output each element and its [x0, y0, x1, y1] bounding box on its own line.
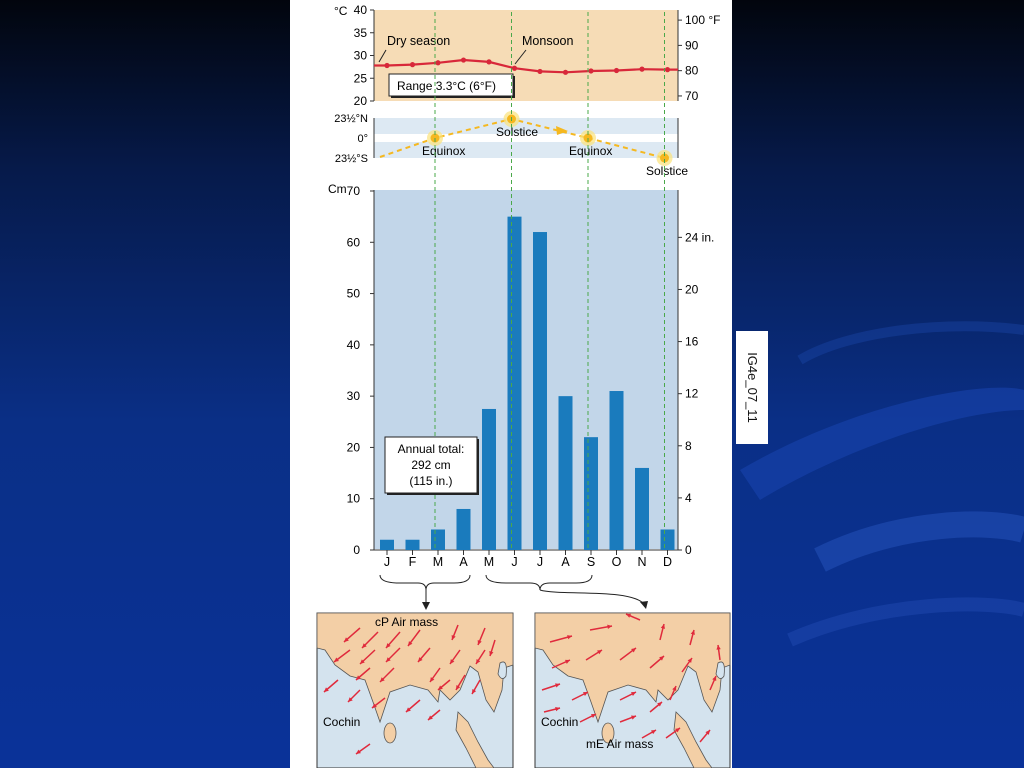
lat-south-label: 23½°S: [334, 153, 368, 165]
precip-tick-label-left: 0: [353, 543, 360, 557]
solstice-label-2: Solstice: [646, 164, 689, 178]
month-label-10: N: [637, 555, 647, 569]
bar-J-6: [533, 232, 547, 550]
month-label-0: J: [383, 555, 391, 569]
temp-point-S: [588, 68, 593, 73]
bar-S-8: [584, 437, 598, 550]
temp-ylabel-left: °C: [334, 4, 348, 18]
wet-arrow-head: [640, 601, 648, 609]
me-air-mass-label: mE Air mass: [586, 737, 654, 751]
dry-arrow-head: [422, 602, 430, 610]
temp-point-A: [563, 70, 568, 75]
range-label: Range 3.3°C (6°F): [397, 79, 496, 93]
precip-tick-label-left: 40: [346, 337, 360, 352]
precip-tick-label-left: 70: [346, 184, 360, 198]
wet-arrow-line: [540, 590, 644, 604]
temp-point-F: [410, 62, 415, 67]
precip-tick-label-right: 0: [685, 543, 692, 557]
temp-tick-label-right: 80: [685, 63, 699, 78]
bar-D-11: [661, 529, 675, 550]
bar-M-4: [482, 409, 496, 550]
temp-tick-label-left: 25: [353, 71, 367, 86]
annual-total-line3: (115 in.): [409, 474, 453, 488]
annual-total-line2: 292 cm: [411, 458, 451, 472]
bar-J-5: [508, 217, 522, 550]
temp-point-N: [639, 67, 644, 72]
temp-point-O: [614, 68, 619, 73]
monsoon-label: Monsoon: [522, 34, 574, 48]
month-label-11: D: [662, 555, 673, 569]
bar-N-10: [635, 468, 649, 550]
temp-point-J: [512, 66, 517, 71]
temp-point-J: [537, 69, 542, 74]
bar-A-3: [457, 509, 471, 550]
bar-F-1: [406, 540, 420, 550]
temp-tick-label-left: 40: [353, 3, 367, 17]
cochin-label-1: Cochin: [323, 715, 361, 729]
temp-tick-label-left: 30: [353, 48, 367, 63]
temp-tick-label-left: 20: [353, 94, 367, 108]
precip-tick-label-left: 20: [346, 440, 360, 455]
figure-id-text: IG4e_07_11: [744, 352, 760, 423]
precip-tick-label-left: 10: [346, 491, 360, 506]
figure-id-label: [736, 331, 768, 444]
temp-point-J: [384, 63, 389, 68]
month-label-4: M: [483, 555, 495, 569]
temp-point-D: [665, 67, 670, 72]
cochin-label-2: Cochin: [541, 715, 579, 729]
month-label-7: A: [561, 555, 570, 569]
equinox-label-2: Equinox: [569, 144, 613, 158]
month-label-1: F: [408, 555, 417, 569]
temp-tick-label-left: 35: [353, 25, 367, 40]
climate-figure: [290, 0, 732, 768]
precip-tick-label-right: 24 in.: [685, 230, 715, 245]
precip-tick-label-right: 8: [685, 438, 692, 453]
annual-total-line1: Annual total:: [397, 442, 465, 456]
precip-tick-label-right: 12: [685, 386, 699, 401]
bar-J-0: [380, 540, 394, 550]
precip-tick-label-right: 16: [685, 334, 699, 349]
precip-tick-label-left: 50: [346, 286, 360, 301]
month-label-3: A: [459, 555, 468, 569]
precip-tick-label-left: 30: [346, 389, 360, 404]
precip-plot-background: [374, 190, 678, 549]
temp-point-A: [461, 57, 466, 62]
dry-season-label: Dry season: [387, 34, 451, 48]
temp-point-M: [435, 60, 440, 65]
month-label-2: M: [432, 555, 444, 569]
bar-O-9: [610, 391, 624, 550]
temp-tick-label-right: 70: [685, 88, 699, 103]
precip-ylabel: Cm: [328, 182, 347, 196]
temp-tick-label-right: 100 °F: [685, 13, 721, 28]
bar-A-7: [559, 396, 573, 550]
brace-dry-months: [380, 575, 470, 590]
brace-wet-months: [486, 575, 592, 590]
month-label-6: J: [536, 555, 544, 569]
month-label-9: O: [611, 555, 622, 569]
cp-air-mass-label: cP Air mass: [375, 615, 439, 629]
precip-tick-label-right: 4: [685, 490, 692, 505]
month-label-8: S: [586, 555, 596, 569]
lat-north-label: 23½°N: [334, 113, 368, 125]
precip-tick-label-right: 20: [685, 282, 699, 297]
bar-M-2: [431, 529, 445, 550]
temp-point-M: [486, 59, 491, 64]
precip-tick-label-left: 60: [346, 235, 360, 250]
temp-tick-label-right: 90: [685, 38, 699, 53]
figure-panel: [290, 0, 732, 768]
equinox-label-1: Equinox: [422, 144, 466, 158]
month-label-5: J: [511, 555, 518, 569]
lat-equator-label: 0°: [357, 133, 368, 145]
solstice-label-1: Solstice: [496, 125, 539, 139]
